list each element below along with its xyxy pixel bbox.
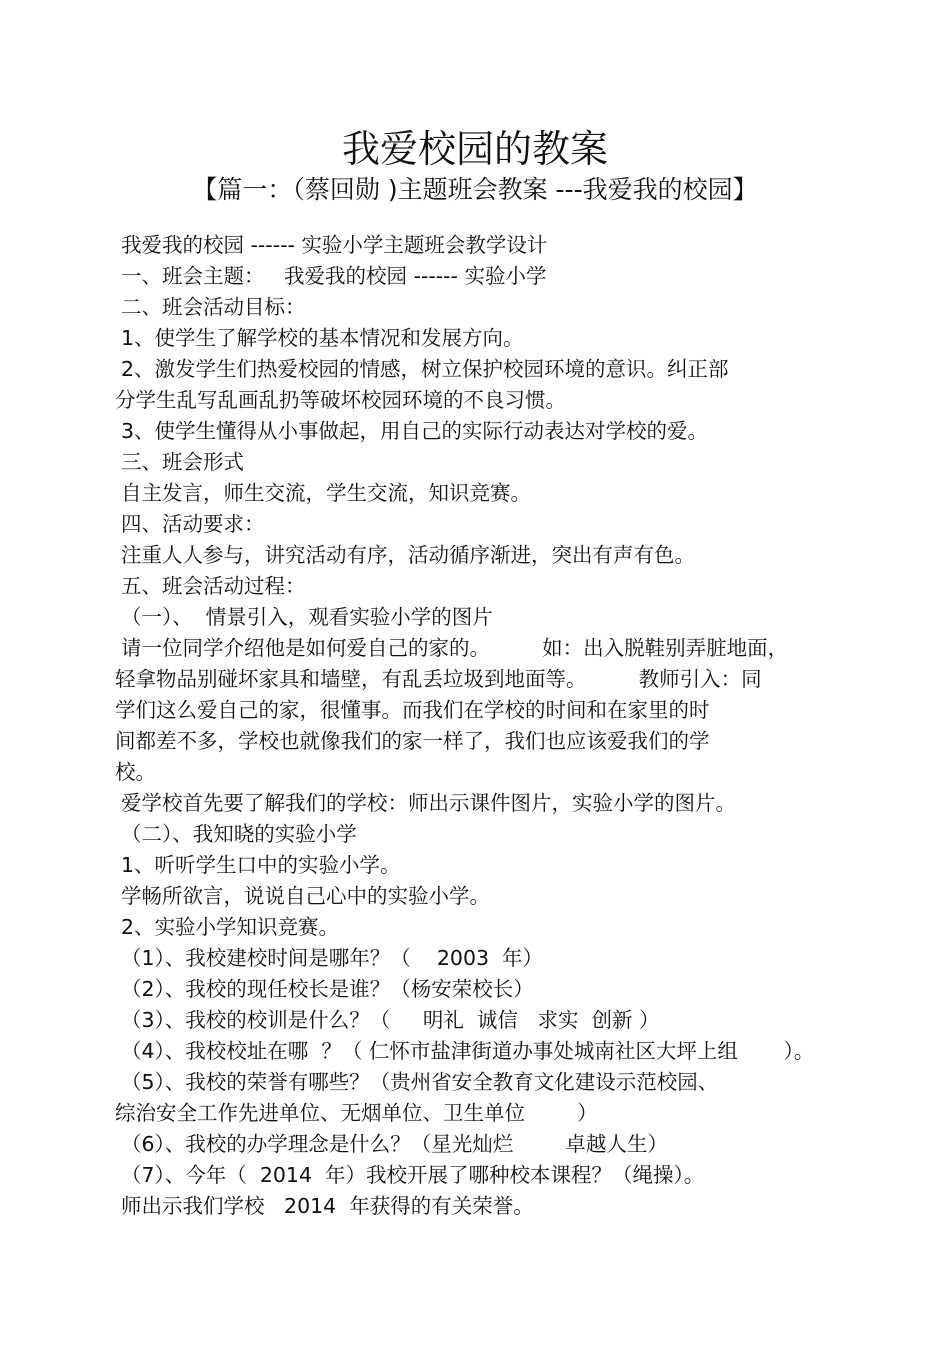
text-line: （3）、我校的校训是什么？（ 明礼 诚信 求实 创新 ） (121, 1008, 660, 1032)
text-line: 自主发言，师生交流，学生交流，知识竞赛。 (121, 481, 531, 505)
document-subtitle: 【篇一：（蔡回勋 )主题班会教案 ---我爱我的校园】 (192, 175, 758, 204)
text-line: 学畅所欲言，说说自己心中的实验小学。 (121, 884, 490, 908)
text-line: 1、听听学生口中的实验小学。 (121, 853, 401, 877)
text-line: 1、使学生了解学校的基本情况和发展方向。 (121, 326, 524, 350)
text-line: 3、使学生懂得从小事做起，用自己的实际行动表达对学校的爱。 (121, 419, 709, 443)
text-line: （1）、我校建校时间是哪年？（ 2003 年） (121, 946, 544, 970)
text-line: （一）、 情景引入，观看实验小学的图片 (121, 605, 493, 629)
text-line: （5）、我校的荣誉有哪些？（贵州省安全教育文化建设示范校园、 (121, 1070, 719, 1094)
text-line: 分学生乱写乱画乱扔等破坏校园环境的不良习惯。 (115, 388, 566, 412)
text-line: 2、实验小学知识竞赛。 (121, 915, 340, 939)
text-line: （2）、我校的现任校长是谁？（杨安荣校长） (121, 977, 534, 1001)
text-line: 三、班会形式 (121, 450, 244, 474)
document-title: 我爱校园的教案 (341, 127, 608, 171)
text-line: （7）、今年（ 2014 年）我校开展了哪种校本课程？（绳操）。 (121, 1163, 705, 1187)
text-line: 师出示我们学校 2014 年获得的有关荣誉。 (121, 1194, 534, 1218)
text-line: 二、班会活动目标： (121, 295, 306, 319)
text-line: 爱学校首先要了解我们的学校：师出示课件图片，实验小学的图片。 (121, 791, 736, 815)
text-line: 轻拿物品别碰坏家具和墙壁，有乱丢垃圾到地面等。 教师引入：同 (115, 667, 762, 691)
text-line: 请一位同学介绍他是如何爱自己的家的。 如：出入脱鞋别弄脏地面， (121, 636, 789, 660)
text-line: 五、班会活动过程： (121, 574, 306, 598)
text-line: （4）、我校校址在哪 ？（ 仁怀市盐津街道办事处城南社区大坪上组 ）。 (121, 1039, 815, 1063)
text-line: （二）、我知晓的实验小学 (121, 822, 357, 846)
text-line: 间都差不多，学校也就像我们的家一样了，我们也应该爱我们的学 (115, 729, 710, 753)
text-line: 我爱我的校园 ------ 实验小学主题班会教学设计 (121, 233, 548, 257)
text-line: 综治安全工作先进单位、无烟单位、卫生单位 ） (115, 1101, 598, 1125)
text-line: 校。 (115, 760, 156, 784)
text-line: 四、活动要求： (121, 512, 265, 536)
text-line: 2、激发学生们热爱校园的情感，树立保护校园环境的意识。纠正部 (121, 357, 729, 381)
document-body (115, 230, 915, 1222)
text-line: 一、班会主题： 我爱我的校园 ------ 实验小学 (121, 264, 547, 288)
text-line: 注重人人参与，讲究活动有序，活动循序渐进，突出有声有色。 (121, 543, 695, 567)
text-line: 学们这么爱自己的家，很懂事。而我们在学校的时间和在家里的时 (115, 698, 710, 722)
text-line: （6）、我校的办学理念是什么？（星光灿烂 卓越人生） (121, 1132, 668, 1156)
